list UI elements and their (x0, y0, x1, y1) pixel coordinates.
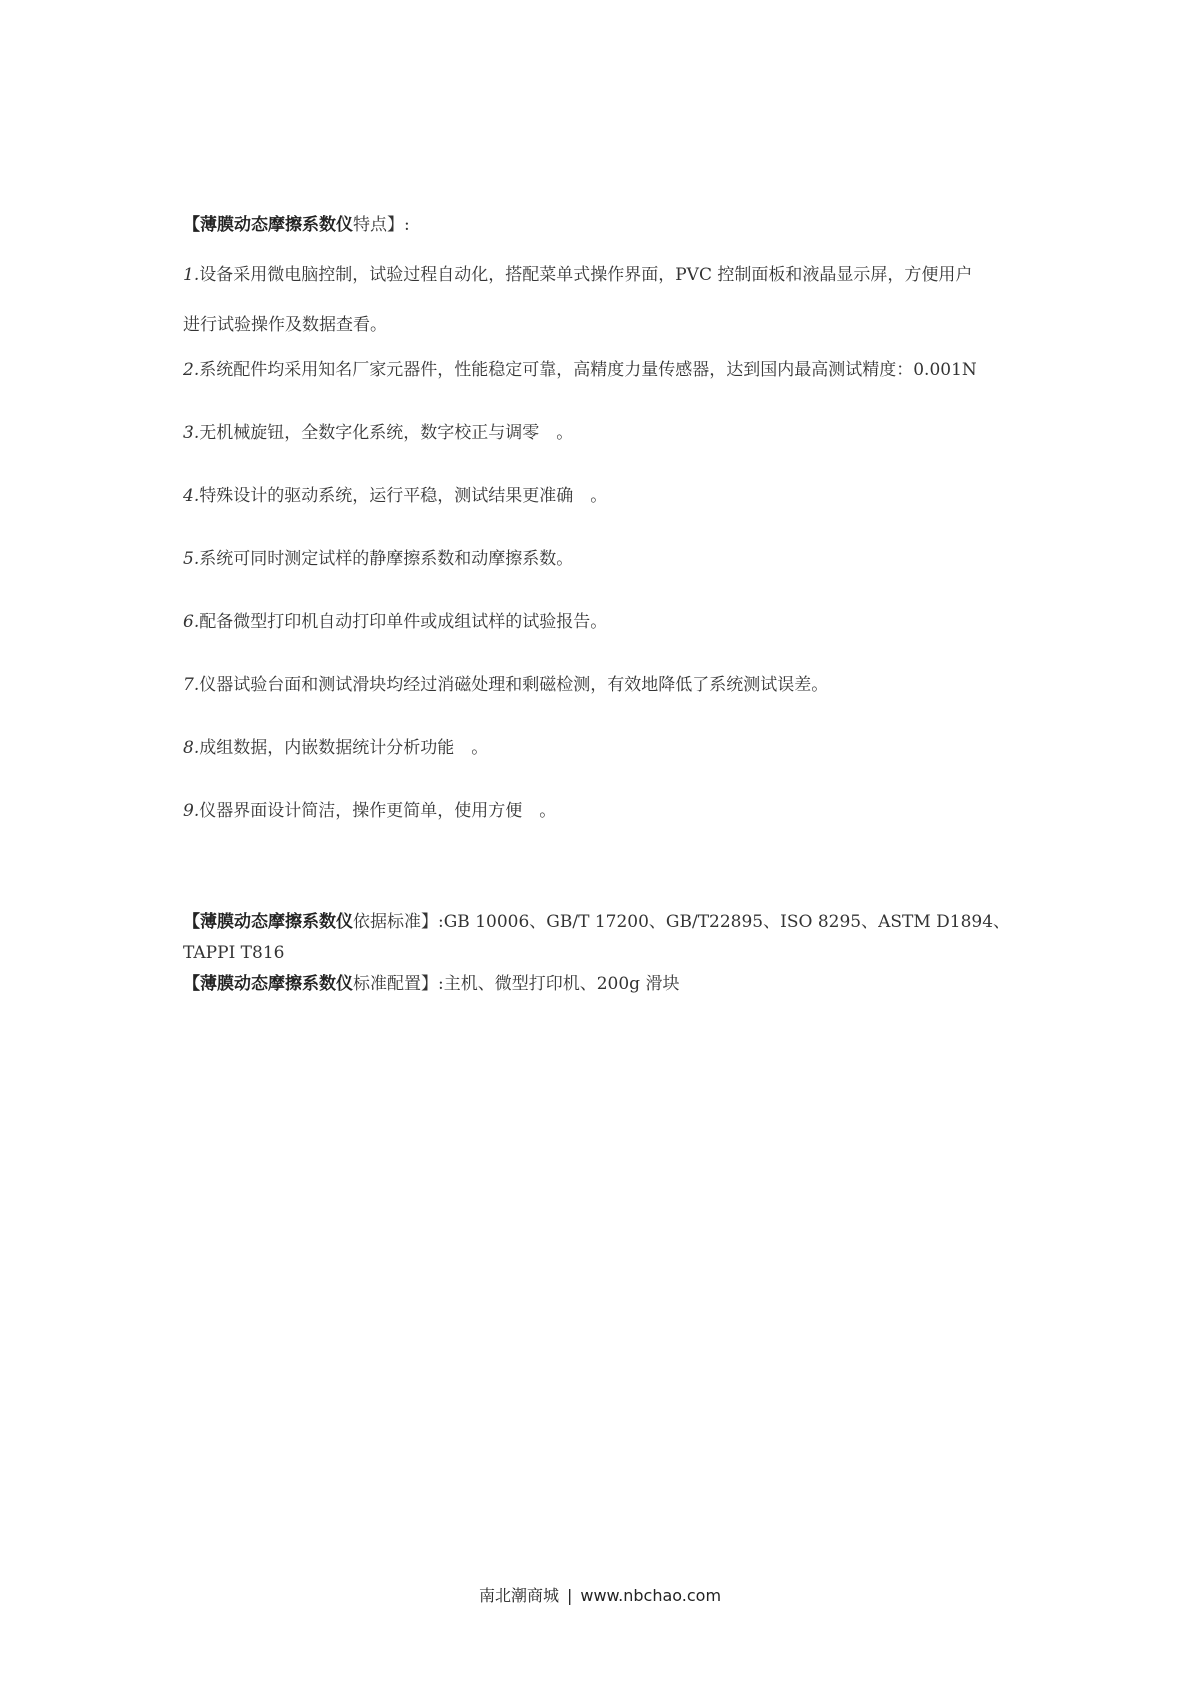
feature-number: 1. (183, 265, 200, 285)
features-heading (183, 213, 410, 237)
feature-text: 仪器界面设计简洁，操作更简单，使用方便 。 (199, 801, 557, 821)
feature-number: 4. (183, 486, 200, 506)
feature-item-1 (183, 263, 972, 287)
feature-number: 7. (183, 675, 200, 695)
feature-number: 6. (183, 612, 200, 632)
footer-url[interactable]: www.nbchao.com (580, 1586, 722, 1605)
feature-number: 5. (183, 549, 200, 569)
feature-text: 进行试验操作及数据查看。 (183, 315, 387, 335)
feature-text: 仪器试验台面和测试滑块均经过消磁处理和剩磁检测，有效地降低了系统测试误差。 (199, 675, 829, 695)
feature-text: 成组数据，内嵌数据统计分析功能 。 (199, 738, 489, 758)
standards-text: :GB 10006、GB/T 17200、GB/T22895、ISO 8295、ASTM D1894、TAPPI T816 (183, 912, 1011, 963)
config-text: :主机、微型打印机、200g 滑块 (438, 974, 680, 994)
footer-site-name: 南北潮商城 (478, 1586, 559, 1605)
feature-text: 设备采用微电脑控制，试验过程自动化，搭配菜单式操作界面，PVC 控制面板和液晶显示屏，方便用户 (199, 265, 973, 285)
feature-number: 3. (183, 423, 200, 443)
feature-text: 配备微型打印机自动打印单件或成组试样的试验报告。 (199, 612, 608, 632)
standards-paragraph (183, 907, 1043, 969)
config-paragraph (183, 969, 1043, 1000)
feature-item-1-continued (183, 313, 387, 337)
feature-number: 8. (183, 738, 200, 758)
page-footer (0, 1583, 1200, 1606)
feature-item-6 (183, 610, 607, 634)
bracket-open: 【 (183, 215, 200, 235)
feature-item-2 (183, 358, 977, 382)
feature-item-3 (183, 421, 573, 445)
product-name: 薄膜动态摩擦系数仪 (200, 974, 353, 994)
feature-text: 无机械旋钮，全数字化系统，数字校正与调零 。 (199, 423, 574, 443)
product-name: 薄膜动态摩擦系数仪 (200, 215, 353, 235)
feature-number: 9. (183, 801, 200, 821)
bracket-open: 【 (183, 974, 200, 994)
feature-item-7 (183, 673, 828, 697)
standards-suffix: 依据标准】 (353, 912, 438, 932)
heading-colon: : (404, 215, 410, 235)
feature-item-4 (183, 484, 607, 508)
feature-text: 特殊设计的驱动系统，运行平稳，测试结果更准确 。 (199, 486, 608, 506)
feature-number: 2. (183, 360, 200, 380)
product-name: 薄膜动态摩擦系数仪 (200, 912, 353, 932)
footer-separator: | (566, 1586, 573, 1605)
feature-item-9 (183, 799, 556, 823)
feature-item-8 (183, 736, 488, 760)
config-suffix: 标准配置】 (353, 974, 438, 994)
feature-item-5 (183, 547, 573, 571)
feature-text: 系统配件均采用知名厂家元器件，性能稳定可靠，高精度力量传感器，达到国内最高测试精度：0.001N (199, 360, 977, 380)
feature-text: 系统可同时测定试样的静摩擦系数和动摩擦系数。 (199, 549, 574, 569)
heading-suffix: 特点】 (353, 215, 404, 235)
standards-block (183, 907, 1043, 1000)
bracket-open: 【 (183, 912, 200, 932)
